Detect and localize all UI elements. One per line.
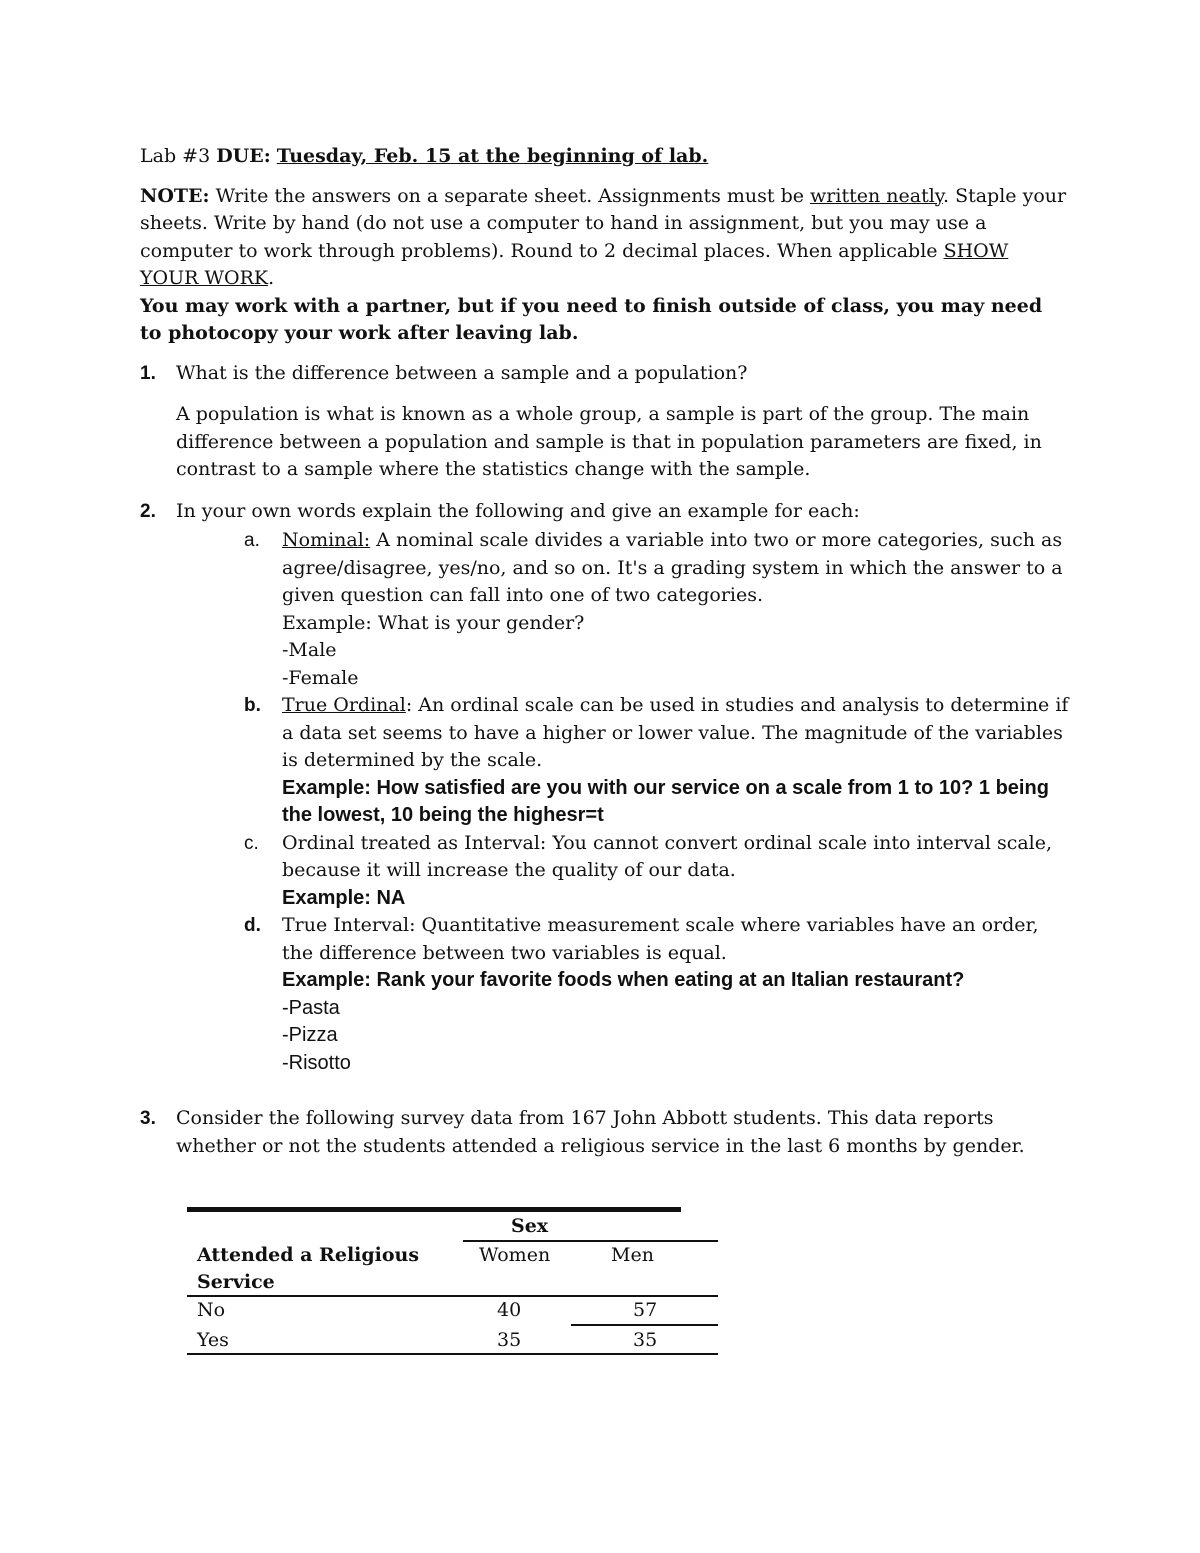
question-text: What is the difference between a sample and a population? <box>176 361 748 384</box>
item-term: True Ordinal <box>282 694 406 716</box>
table-col-men: Men <box>611 1244 654 1266</box>
item-text: True Interval: Quantitative measurement scale where variables have an order, the difference between two variables is equal. <box>282 914 1039 964</box>
note-bold-text: You may work with a partner, but if you need to finish outside of class, you may need to photocopy your work after leaving lab. <box>140 294 1043 344</box>
table-cell-women: 40 <box>497 1299 522 1321</box>
table-row-header-2: Service <box>197 1271 275 1293</box>
item-term: Nominal: <box>282 529 371 551</box>
question-number: 3. <box>140 1108 156 1129</box>
table-group-header: Sex <box>511 1215 549 1237</box>
note-label: NOTE: <box>140 184 210 207</box>
item-b <box>244 692 1070 830</box>
item-letter: b. <box>244 695 261 716</box>
question-text: In your own words explain the following and give an example for each: <box>176 499 860 522</box>
table-row-header: Attended a Religious <box>197 1244 420 1266</box>
note-underline-2: SHOW YOUR WORK <box>140 239 1009 289</box>
item-a <box>244 527 1070 692</box>
note-text-1: Write the answers on a separate sheet. Assignments must be <box>209 184 811 207</box>
item-letter: d. <box>244 915 261 936</box>
table-col-women: Women <box>479 1244 551 1266</box>
table-top-rule <box>187 1207 681 1212</box>
item-example: Example: How satisfied are you with our service on a scale from 1 to 10? 1 being the lowest, 10 being the highesr=t <box>282 776 1049 826</box>
item-body <box>282 912 1070 1077</box>
survey-table <box>187 1207 718 1357</box>
note-text-2: . Staple your sheets. Write by hand (do not use a computer to hand in assignment, but you may use a computer to work through problems). Round to 2 decimal places. When applicable <box>140 184 1067 262</box>
item-text: A nominal scale divides a variable into two or more categories, such as agree/disagree, yes/no, and so on. It's a grading system in which the answer to a given question can fall into one of two categories. <box>282 529 1063 606</box>
item-example: Example: What is your gender? <box>282 611 585 634</box>
question-3 <box>140 1105 1070 1160</box>
table-row-label: No <box>197 1299 226 1321</box>
table-row-rule <box>571 1324 718 1326</box>
question-number: 1. <box>140 362 156 384</box>
table-cell-men: 57 <box>633 1299 658 1321</box>
lab-label: Lab #3 <box>140 145 211 167</box>
item-body <box>282 692 1070 830</box>
question-text: Consider the following survey data from 167 John Abbott students. This data reports whether or not the students attended a religious service in the last 6 months by gender. <box>176 1107 1025 1157</box>
item-text: Ordinal treated as Interval: You cannot convert ordinal scale into interval scale, because it will increase the quality of our data. <box>282 831 1053 881</box>
header-line <box>140 143 1070 171</box>
item-example: Example: Rank your favorite foods when eating at an Italian restaurant? <box>282 969 965 991</box>
item-letter: a. <box>244 530 260 551</box>
note-text-3: . <box>268 267 275 289</box>
item-body <box>282 830 1070 913</box>
note-paragraph <box>140 183 1070 348</box>
item-body <box>282 527 1070 692</box>
answer-1: A population is what is known as a whole group, a sample is part of the group. The main difference between a population and sample is that in population parameters are fixed, in contrast to a sample where the statistics change with the sample. <box>176 403 1042 480</box>
item-option: -Male <box>282 639 337 661</box>
item-option: -Female <box>282 666 359 689</box>
item-option: -Risotto <box>282 1051 351 1074</box>
question-number: 2. <box>140 500 156 522</box>
item-text: : An ordinal scale can be used in studies and analysis to determine if a data set seems to have a higher or lower value. The magnitude of the variables is determined by the scale. <box>282 694 1069 771</box>
due-date: Tuesday, Feb. 15 at the beginning of lab. <box>276 145 709 167</box>
item-option: -Pizza <box>282 1024 338 1046</box>
due-label: DUE: <box>216 145 271 167</box>
item-d <box>244 912 1070 1077</box>
item-option: -Pasta <box>282 996 340 1019</box>
table-row-label: Yes <box>197 1329 229 1351</box>
note-underline-1: written neatly <box>810 184 943 207</box>
question-2 <box>140 498 1070 526</box>
table-bottom-rule <box>187 1353 718 1355</box>
question-1 <box>140 360 1070 388</box>
document-page <box>140 143 1070 1170</box>
item-example: Example: NA <box>282 886 406 909</box>
item-c <box>244 830 1070 913</box>
item-letter: c. <box>244 832 259 854</box>
table-cell-women: 35 <box>497 1329 522 1351</box>
table-cell-men: 35 <box>633 1329 658 1351</box>
